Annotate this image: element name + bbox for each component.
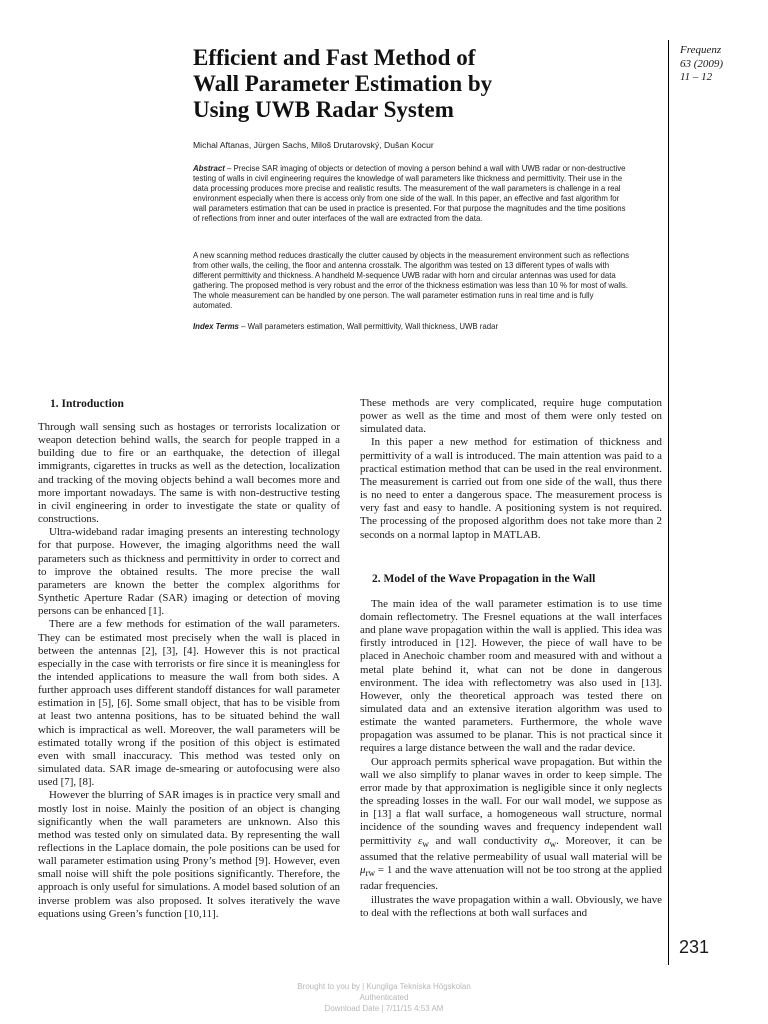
- journal-volume: 63 (2009): [680, 57, 724, 70]
- footer-line: Brought to you by | Kungliga Tekniska Högskolan: [297, 982, 471, 991]
- right-column: [360, 397, 662, 920]
- subscript-rw: rw: [365, 868, 376, 879]
- download-footer: [0, 981, 768, 1014]
- body-paragraph: Through wall sensing such as hostages or terrorists localization or weapon detection behind walls, the search for people trapped in a building due to fire or an earthquake, the detection of illegal immigrants, cigarettes in trucks as well as the detection, localization and tracking of the moving objects behind a wall becomes more and more important nowadays. The same is with non-destructive testing in civil engineering in order to investigate the state or quality of constructions.: [38, 421, 340, 526]
- body-paragraph: illustrates the wave propagation within a wall. Obviously, we have to deal with the reflections at both wall surfaces and: [360, 893, 662, 919]
- journal-info: [680, 44, 764, 85]
- body-paragraph: There are a few methods for estimation of the wall parameters. They can be estimated most precisely when the wall is placed in between the antennas [2], [3], [4]. However this is not practical especially in the case with terrorists or fire since it is meaningless for the intended applications to measure the wall from both sides. A further approach uses different standoff distances for wall parameter estimation in [5], [6]. Some small object, that has to be visible from at least two antenna positions, has to be situated behind the wall which is impractical as well. Moreover, the wall parameters will be estimated totally wrong if the position of this object is estimated even with small inaccuracy. This method was tested only on simulated data. SAR image de-smearing or autofocusing were also used [7], [8].: [38, 618, 340, 789]
- footer-line: Download Date | 7/11/15 4:53 AM: [324, 1004, 444, 1013]
- symbol-epsilon: ε: [418, 834, 423, 847]
- title-line: Wall Parameter Estimation by: [193, 71, 493, 96]
- index-terms-text: – Wall parameters estimation, Wall permittivity, Wall thickness, UWB radar: [238, 322, 499, 331]
- section-2-heading: 2. Model of the Wave Propagation in the Wall: [372, 572, 596, 585]
- title-line: Efficient and Fast Method of: [193, 45, 476, 70]
- symbol-mu: μ: [360, 864, 366, 877]
- body-paragraph: These methods are very complicated, require huge computation power as well as the time and most of them were only tested on simulated data.: [360, 397, 662, 436]
- body-paragraph: However the blurring of SAR images is in practice very small and mostly lost in noise. Mainly the position of an object is changing significantly when the wall parameters are unknown. Also this method was tested only on simulated data. By representing the wall reflections in the Laplace domain, the pole positions can be used for wall parameter estimation using Prony’s method [9]. However, even small noise will shift the pole positions significantly. Therefore, the approach is only useful for simulations. A model based solution of an inverse problem was also proposed. It solves iteratively the wave equations using Green’s function [10,11].: [38, 789, 340, 920]
- body-paragraph: Ultra-wideband radar imaging presents an interesting technology for that purpose. However, the imaging algorithms need the wall parameters such as thickness and permittivity in order to correct and to improve the obtained results. The more precise the wall parameters are known the better the complex algorithms for Synthetic Aperture Radar (SAR) imaging or detection of moving persons can be enhanced [1].: [38, 526, 340, 618]
- paper-title: [193, 45, 663, 123]
- journal-name: Frequenz: [680, 44, 722, 56]
- vertical-rule: [668, 40, 669, 965]
- body-paragraph: Our approach permits spherical wave propagation. But within the wall we also simplify to planar waves in order to keep simple. The error made by that approximation is negligible since it only neglects the spreading losses in the wall. For our wall model, we suppose as in [13] a flat wall surface, a homogeneous wall structure, normal incidence of the sounding waves and frequency independent wall permittivity $\varepsilon_w$ and wall conductivity $\sigma_w$. Moreover, it can be assumed that the relative permeability of usual wall material will be $\mu_{rw} = 1$ and the wave attenuation will not be too strong at the applied radar frequencies.: [360, 755, 662, 893]
- abstract-text: – Precise SAR imaging of objects or detection of moving a person behind a wall with UWB radar or non-destructive testing of walls in civil engineering requires the knowledge of wall parameters like thickness and permittivity. Their use in the data processing produces more precise and realistic results. The measurement of the wall parameters is challenge in a real environment especially when there is access only from one side of the wall. In this paper, an effective and fast algorithm for wall parameters estimation that can be used in practice is presented. For that purpose the magnitudes and the time positions of reflections from inner and outer interfaces of the wall are extracted from the data.: [193, 164, 626, 223]
- index-terms-label: Index Terms: [193, 322, 239, 331]
- symbol-sigma: σ: [544, 834, 550, 847]
- subscript-w: w: [549, 838, 557, 849]
- subscript-w: w: [422, 838, 429, 849]
- abstract-paragraph: [193, 164, 630, 224]
- abstract-label: Abstract: [193, 164, 225, 173]
- index-terms: [193, 322, 630, 332]
- footer-line: Authenticated: [359, 993, 409, 1002]
- section-1-heading: 1. Introduction: [50, 398, 124, 410]
- page-number: 231: [679, 937, 710, 957]
- author-list: Michal Aftanas, Jürgen Sachs, Miloš Drutarovský, Dušan Kocur: [193, 140, 434, 150]
- abstract-paragraph-2: A new scanning method reduces drastically the clutter caused by objects in the measurement environment such as reflections from other walls, the ceiling, the floor and antenna crosstalk. The algorithm was tested on 13 different types of walls with different permittivity and thickness. A handheld M-sequence UWB radar with horn and circular antennas was used for data gathering. The proposed method is very robust and the error of the thickness estimation was less than 10 % for most of walls. The whole measurement can be handled by one person. The wall parameter estimation runs in real time and is fully automated.: [193, 251, 629, 310]
- title-line: Using UWB Radar System: [193, 97, 454, 122]
- journal-pages: 11 – 12: [680, 71, 713, 83]
- body-paragraph: The main idea of the wall parameter estimation is to use time domain reflectometry. The Fresnel equations at the wall interfaces and plane wave propagation within the wall is applied. This idea was firstly introduced in [12]. However, the piece of wall have to be placed in Anechoic chamber room and measured with and without a metal plate behind it, what can not be done in dangerous environment. The idea with reflectometry was also used in [13]. However, only the theoretical approach was tested there on simulated data and an extensive iteration algorithm was used to estimate the wanted parameters. Furthermore, the whole wave propagation was assumed to be planar. This is not practical since it requires a large distance between the wall and the radar device.: [360, 597, 662, 755]
- left-column: [38, 397, 340, 921]
- body-paragraph: In this paper a new method for estimation of thickness and permittivity of a wall is introduced. The main attention was paid to a practical estimation method that can be used in the real environment. The measurement is carried out from one side of the wall, thus there is no need to enter a dangerous space. The measurement process is very fast and easy to handle. A positioning system is not required. The processing of the proposed algorithm does not take more than 2 seconds on a normal laptop in MATLAB.: [360, 436, 662, 541]
